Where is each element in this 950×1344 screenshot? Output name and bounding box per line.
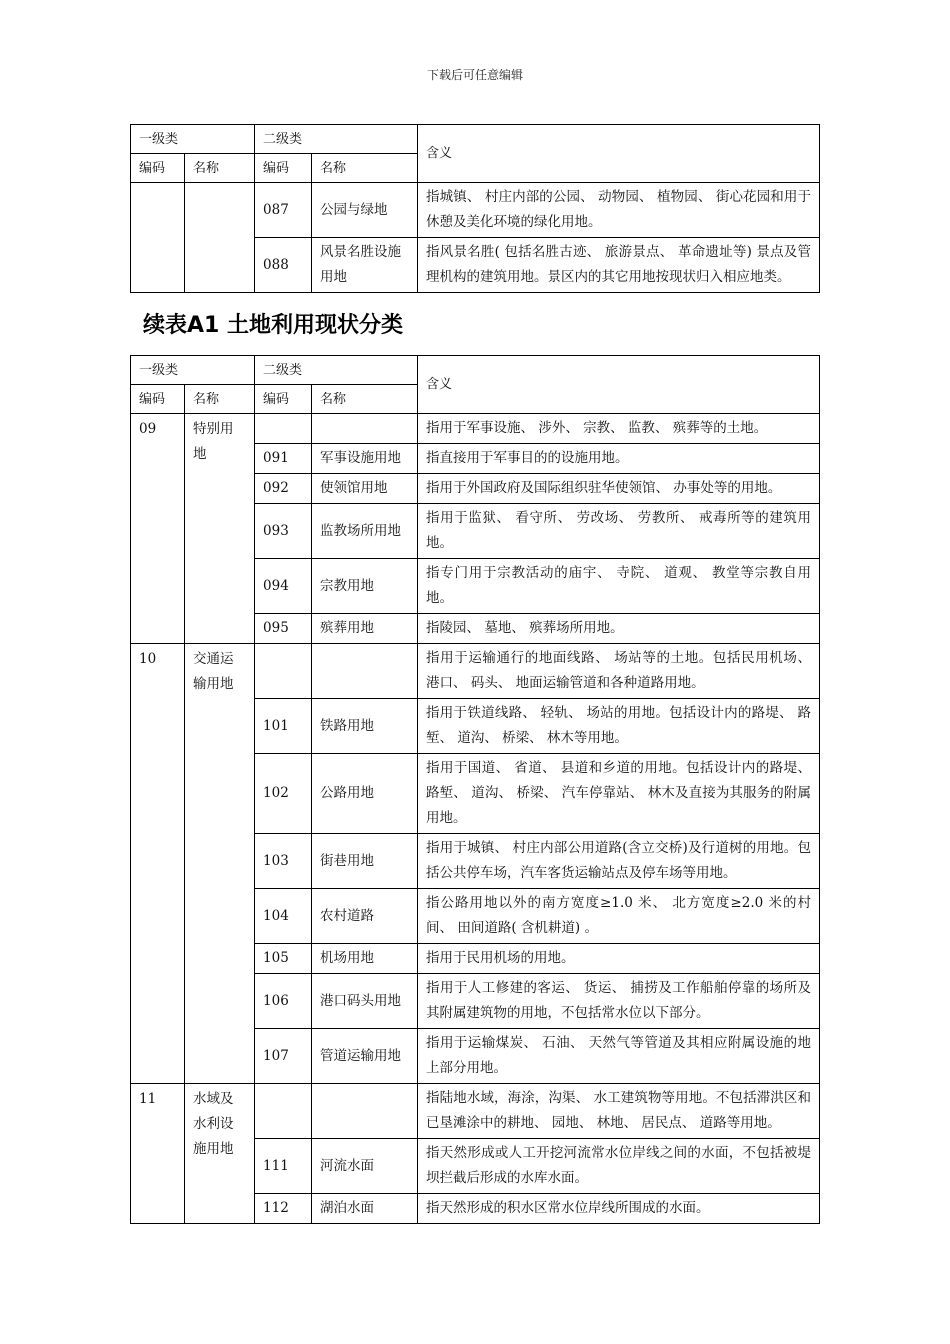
level2-name: 铁路用地 (312, 699, 418, 754)
level2-code: 102 (255, 754, 312, 834)
table-header-row (131, 356, 820, 385)
meaning-text: 指公路用地以外的南方宽度≥1.0 米、 北方宽度≥2.0 米的村间、 田间道路( 含机耕道) 。 (418, 889, 820, 944)
meaning-text: 指用于外国政府及国际组织驻华使领馆、 办事处等的用地。 (418, 474, 820, 504)
level2-name-empty (312, 644, 418, 699)
meaning-text: 指用于运输通行的地面线路、 场站等的土地。包括民用机场、 港口、 码头、 地面运输管道和各种道路用地。 (418, 644, 820, 699)
level2-name-empty (312, 414, 418, 444)
level2-name: 港口码头用地 (312, 974, 418, 1029)
header-level1-code: 编码 (131, 385, 185, 414)
meaning-text: 指用于铁道线路、 轻轨、 场站的用地。包括设计内的路堤、 路堑、 道沟、 桥梁、 林木等用地。 (418, 699, 820, 754)
level2-name: 殡葬用地 (312, 614, 418, 644)
header-level1: 一级类 (131, 125, 255, 154)
level2-code: 091 (255, 444, 312, 474)
level2-name: 农村道路 (312, 889, 418, 944)
meaning-text: 指用于监狱、 看守所、 劳改场、 劳教所、 戒毒所等的建筑用地。 (418, 504, 820, 559)
level1-code: 09 (131, 414, 185, 644)
level2-name: 公园与绿地 (312, 183, 418, 238)
level2-code: 092 (255, 474, 312, 504)
meaning-text: 指用于民用机场的用地。 (418, 944, 820, 974)
meaning-text: 指陆地水域，海涂，沟渠、 水工建筑物等用地。不包括滞洪区和已垦滩涂中的耕地、 园地、 林地、 居民点、 道路等用地。 (418, 1084, 820, 1139)
meaning-text: 指用于国道、 省道、 县道和乡道的用地。包括设计内的路堤、 路堑、 道沟、 桥梁、 汽车停靠站、 林木及直接为其服务的附属用地。 (418, 754, 820, 834)
header-level2: 二级类 (255, 356, 418, 385)
level1-code: 11 (131, 1084, 185, 1224)
header-level2-name: 名称 (312, 385, 418, 414)
level2-code: 101 (255, 699, 312, 754)
level2-code: 104 (255, 889, 312, 944)
level1-name: 水域及水利设施用地 (185, 1084, 255, 1224)
table-row (131, 1084, 820, 1139)
page-header-note: 下载后可任意编辑 (426, 68, 523, 82)
level1-name: 交通运输用地 (185, 644, 255, 1084)
meaning-text: 指天然形成的积水区常水位岸线所围成的水面。 (418, 1194, 820, 1224)
level2-name-empty (312, 1084, 418, 1139)
meaning-text: 指专门用于宗教活动的庙宇、 寺院、 道观、 教堂等宗教自用地。 (418, 559, 820, 614)
level2-code: 094 (255, 559, 312, 614)
header-meaning: 含义 (418, 125, 820, 183)
meaning-text: 指天然形成或人工开挖河流常水位岸线之间的水面，不包括被堤坝拦截后形成的水库水面。 (418, 1139, 820, 1194)
meaning-text: 指陵园、 墓地、 殡葬场所用地。 (418, 614, 820, 644)
level2-name: 监教场所用地 (312, 504, 418, 559)
level2-name: 军事设施用地 (312, 444, 418, 474)
level2-name: 宗教用地 (312, 559, 418, 614)
level1-name: 特别用地 (185, 414, 255, 644)
header-level1-name: 名称 (185, 385, 255, 414)
header-level2: 二级类 (255, 125, 418, 154)
level2-code: 112 (255, 1194, 312, 1224)
land-classification-table-continued (130, 124, 820, 293)
table-header-row (131, 125, 820, 154)
level2-code: 103 (255, 834, 312, 889)
meaning-text: 指用于运输煤炭、 石油、 天然气等管道及其相应附属设施的地上部分用地。 (418, 1029, 820, 1084)
level2-code: 093 (255, 504, 312, 559)
header-level2-code: 编码 (255, 385, 312, 414)
level2-code: 105 (255, 944, 312, 974)
meaning-text: 指风景名胜( 包括名胜古迹、 旅游景点、 革命遗址等) 景点及管理机构的建筑用地。景区内的其它用地按现状归入相应地类。 (418, 238, 820, 293)
land-classification-table (130, 355, 820, 1224)
header-level2-code: 编码 (255, 154, 312, 183)
level2-code: 095 (255, 614, 312, 644)
level2-code-empty (255, 644, 312, 699)
level2-code: 088 (255, 238, 312, 293)
meaning-text: 指用于军事设施、 涉外、 宗教、 监教、 殡葬等的土地。 (418, 414, 820, 444)
level2-name: 机场用地 (312, 944, 418, 974)
level2-name: 湖泊水面 (312, 1194, 418, 1224)
meaning-text: 指用于人工修建的客运、 货运、 捕捞及工作船舶停靠的场所及其附属建筑物的用地，不包括常水位以下部分。 (418, 974, 820, 1029)
header-level1: 一级类 (131, 356, 255, 385)
level1-name-cell (185, 183, 255, 293)
meaning-text: 指用于城镇、 村庄内部公用道路(含立交桥)及行道树的用地。包括公共停车场，汽车客货运输站点及停车场等用地。 (418, 834, 820, 889)
level1-code-cell (131, 183, 185, 293)
level2-code-empty (255, 1084, 312, 1139)
level2-code-empty (255, 414, 312, 444)
level2-code: 107 (255, 1029, 312, 1084)
level1-code: 10 (131, 644, 185, 1084)
meaning-text: 指城镇、 村庄内部的公园、 动物园、 植物园、 街心花园和用于休憩及美化环境的绿化用地。 (418, 183, 820, 238)
level2-name: 公路用地 (312, 754, 418, 834)
table-row (131, 414, 820, 444)
header-meaning: 含义 (418, 356, 820, 414)
table-row (131, 183, 820, 238)
level2-code: 087 (255, 183, 312, 238)
level2-name: 河流水面 (312, 1139, 418, 1194)
meaning-text: 指直接用于军事目的的设施用地。 (418, 444, 820, 474)
table-caption: 续表A1 土地利用现状分类 (143, 313, 403, 338)
level2-name: 风景名胜设施用地 (312, 238, 418, 293)
header-level2-name: 名称 (312, 154, 418, 183)
table-row (131, 644, 820, 699)
level2-name: 使领馆用地 (312, 474, 418, 504)
level2-name: 街巷用地 (312, 834, 418, 889)
header-level1-code: 编码 (131, 154, 185, 183)
header-level1-name: 名称 (185, 154, 255, 183)
level2-code: 106 (255, 974, 312, 1029)
level2-name: 管道运输用地 (312, 1029, 418, 1084)
level2-code: 111 (255, 1139, 312, 1194)
